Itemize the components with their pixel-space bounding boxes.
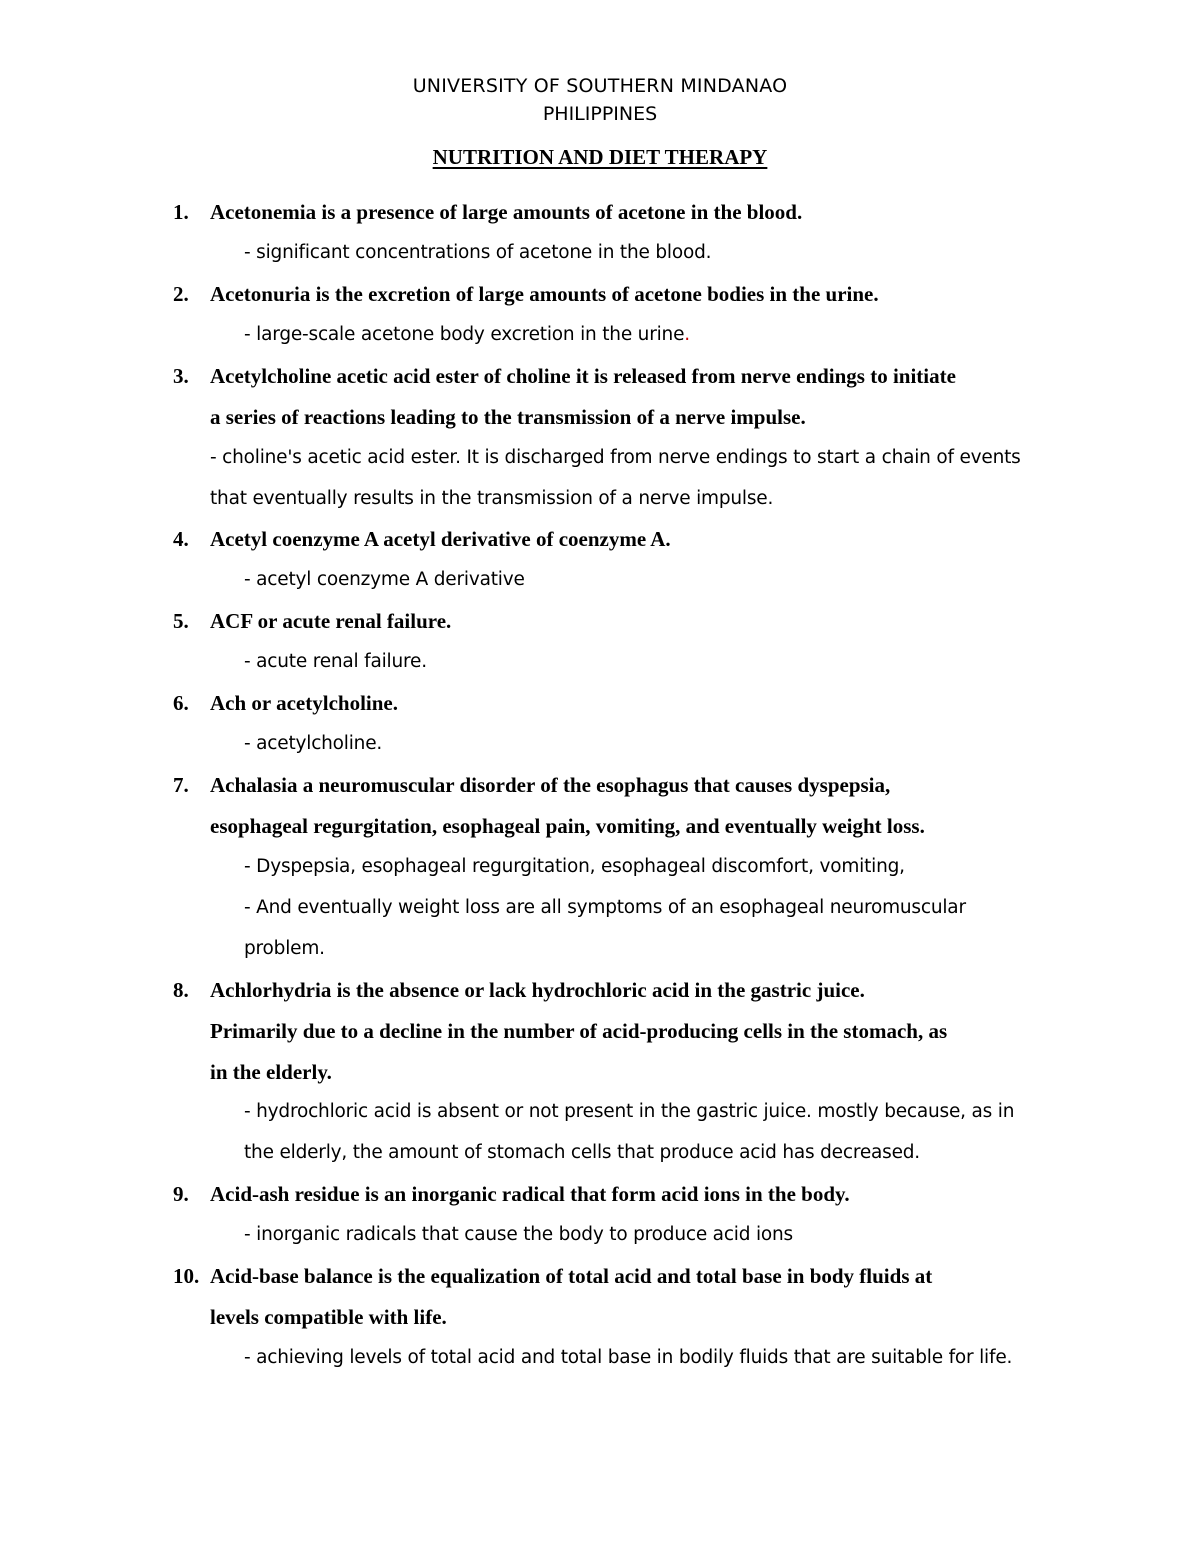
item-number: 2. [173,282,189,306]
term-line: Ach or acetylcholine. [210,691,398,715]
definition-line: - hydrochloric acid is absent or not present in the gastric juice. mostly because, as in [244,1101,1015,1122]
definition-line: problem. [244,938,325,959]
term-line: Achlorhydria is the absence or lack hydrochloric acid in the gastric juice. [210,978,865,1002]
definition-line: - inorganic radicals that cause the body to produce acid ions [244,1224,793,1245]
term-line: Acetylcholine acetic acid ester of choline it is released from nerve endings to initiate [210,364,956,388]
term-line: a series of reactions leading to the transmission of a nerve impulse. [210,405,806,429]
item-number: 10. [173,1264,200,1288]
term-line: Acid-base balance is the equalization of total acid and total base in body fluids at [210,1264,933,1288]
term-line: Primarily due to a decline in the number of acid-producing cells in the stomach, as [210,1019,948,1043]
term-line: Acetyl coenzyme A acetyl derivative of coenzyme A. [210,527,671,551]
definition-text: - large-scale acetone body excretion in the urine [244,324,685,345]
term-line: Achalasia a neuromuscular disorder of the esophagus that causes dyspepsia, [210,773,891,797]
term-line: ACF or acute renal failure. [210,609,452,633]
item-number: 5. [173,609,189,633]
definition-line: - acute renal failure. [244,651,427,672]
definition-line: - And eventually weight loss are all symptoms of an esophageal neuromuscular [244,897,966,918]
country-name: PHILIPPINES [542,103,658,125]
item-number: 7. [173,773,189,797]
item-number: 9. [173,1182,189,1206]
definition-line: the elderly, the amount of stomach cells that produce acid has decreased. [244,1142,920,1163]
page-title: NUTRITION AND DIET THERAPY [432,145,768,169]
university-name: UNIVERSITY OF SOUTHERN MINDANAO [412,75,788,97]
item-number: 1. [173,200,189,224]
term-line: Acetonuria is the excretion of large amounts of acetone bodies in the urine. [210,282,879,306]
definition-line: that eventually results in the transmission of a nerve impulse. [210,488,774,509]
term-line: levels compatible with life. [210,1305,447,1329]
definition-line: - Dyspepsia, esophageal regurgitation, esophageal discomfort, vomiting, [244,856,905,877]
item-number: 4. [173,527,189,551]
item-number: 3. [173,364,189,388]
definition-period: . [684,324,690,345]
term-line: in the elderly. [210,1060,332,1084]
definition-line [244,320,690,350]
item-number: 8. [173,978,189,1002]
definition-line: - significant concentrations of acetone in the blood. [244,242,712,263]
term-line: Acid-ash residue is an inorganic radical that form acid ions in the body. [210,1182,850,1206]
definition-line: - acetyl coenzyme A derivative [244,569,525,590]
item-number: 6. [173,691,189,715]
term-line: esophageal regurgitation, esophageal pain, vomiting, and eventually weight loss. [210,814,925,838]
definition-line: - acetylcholine. [244,733,383,754]
term-line: Acetonemia is a presence of large amounts of acetone in the blood. [210,200,803,224]
definition-line: - choline's acetic acid ester. It is discharged from nerve endings to start a chain of events [210,447,1021,468]
definition-line: - achieving levels of total acid and total base in bodily fluids that are suitable for life. [244,1347,1013,1368]
